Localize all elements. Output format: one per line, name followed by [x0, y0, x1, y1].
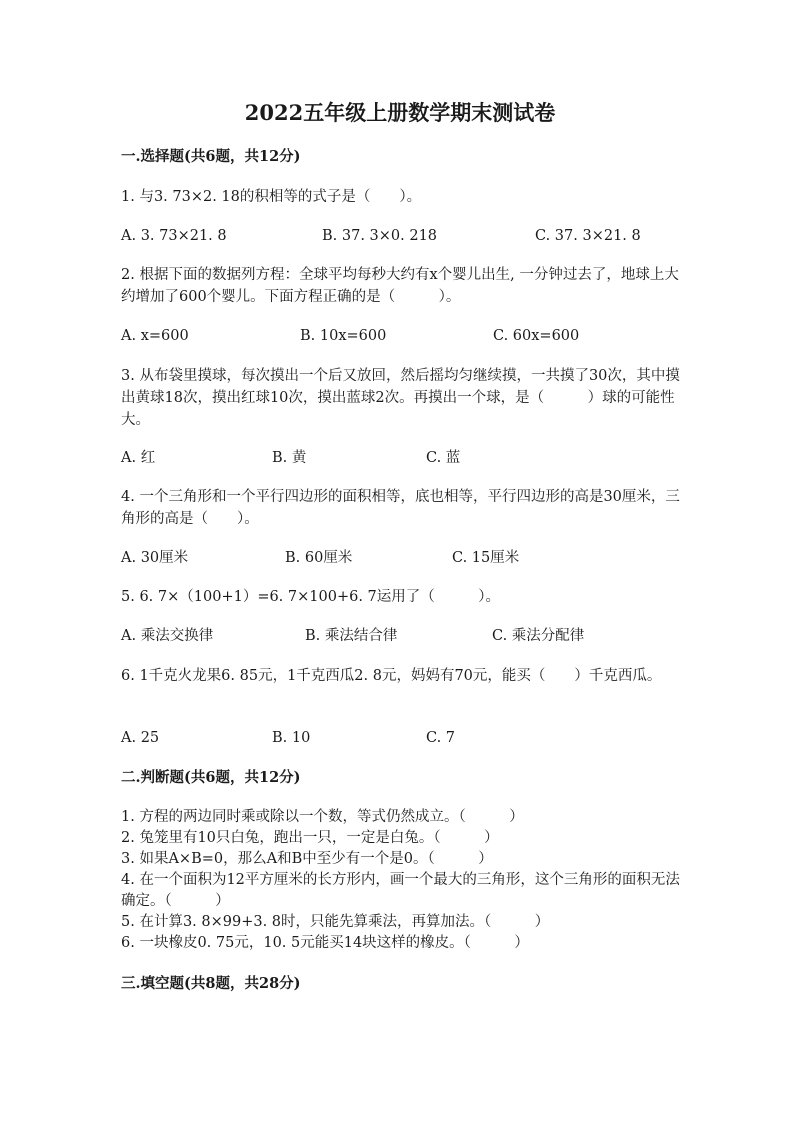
- section-heading-choice: 一.选择题(共6题，共12分): [121, 148, 301, 165]
- option-a: A. 乘法交换律: [121, 628, 214, 644]
- question-options: [121, 447, 681, 469]
- judgement-item: 4. 在一个面积为12平方厘米的长方形内，画一个最大的三角形，这个三角形的面积无法确定。（ ）: [121, 872, 680, 909]
- question-text: 6. 1千克火龙果6. 85元，1千克西瓜2. 8元，妈妈有70元，能买（ ）千克西瓜。: [121, 668, 662, 684]
- option-c: C. 7: [426, 730, 456, 746]
- question-options: [121, 727, 681, 749]
- option-c: C. 蓝: [426, 450, 461, 466]
- option-b: B. 37. 3×0. 218: [322, 228, 438, 244]
- option-a: A. 3. 73×21. 8: [121, 228, 227, 244]
- option-a: A. 30厘米: [121, 550, 189, 566]
- question-text: 1. 与3. 73×2. 18的积相等的式子是（ ）。: [121, 189, 422, 205]
- question-options: [121, 325, 681, 347]
- page-title: 2022五年级上册数学期末测试卷: [244, 100, 556, 125]
- option-b: B. 10: [272, 730, 311, 746]
- judgement-item: 5. 在计算3. 8×99+3. 8时，只能先算乘法，再算加法。（ ）: [121, 914, 550, 930]
- option-c: C. 60x=600: [493, 328, 580, 344]
- option-b: B. 10x=600: [300, 328, 387, 344]
- question-text: 2. 根据下面的数据列方程：全球平均每秒大约有x个婴儿出生, 一分钟过去了，地球上大约增加了600个婴儿。下面方程正确的是（ ）。: [121, 267, 679, 305]
- option-a: A. x=600: [121, 328, 189, 344]
- option-a: A. 25: [121, 730, 160, 746]
- question-text: 5. 6. 7×（100+1）=6. 7×100+6. 7运用了（ ）。: [121, 589, 501, 605]
- judgement-item: 1. 方程的两边同时乘或除以一个数，等式仍然成立。（ ）: [121, 809, 524, 825]
- option-c: C. 乘法分配律: [492, 628, 585, 644]
- section-heading-judgement: 二.判断题(共6题，共12分): [121, 769, 301, 786]
- question-options: [121, 625, 681, 647]
- judgement-item: 6. 一块橡皮0. 75元，10. 5元能买14块这样的橡皮。（ ）: [121, 935, 529, 951]
- option-b: B. 60厘米: [285, 550, 353, 566]
- question-text: 3. 从布袋里摸球，每次摸出一个后又放回，然后摇均匀继续摸，一共摸了30次，其中摸出黄球18次，摸出红球10次，摸出蓝球2次。再摸出一个球，是（ ）球的可能性大。: [121, 368, 680, 428]
- question-text: 4. 一个三角形和一个平行四边形的面积相等，底也相等，平行四边形的高是30厘米，三角形的高是（ ）。: [121, 489, 680, 527]
- option-b: B. 黄: [272, 450, 307, 466]
- judgement-item: 3. 如果A×B=0，那么A和B中至少有一个是0。（ ）: [121, 851, 493, 867]
- section-heading-fill-blank: 三.填空题(共8题，共28分): [121, 975, 301, 992]
- option-c: C. 37. 3×21. 8: [535, 228, 641, 244]
- judgement-item: 2. 兔笼里有10只白兔，跑出一只，一定是白兔。（ ）: [121, 830, 499, 846]
- option-a: A. 红: [121, 450, 156, 466]
- option-c: C. 15厘米: [452, 550, 520, 566]
- question-options: [121, 225, 681, 247]
- question-options: [121, 547, 681, 569]
- option-b: B. 乘法结合律: [305, 628, 398, 644]
